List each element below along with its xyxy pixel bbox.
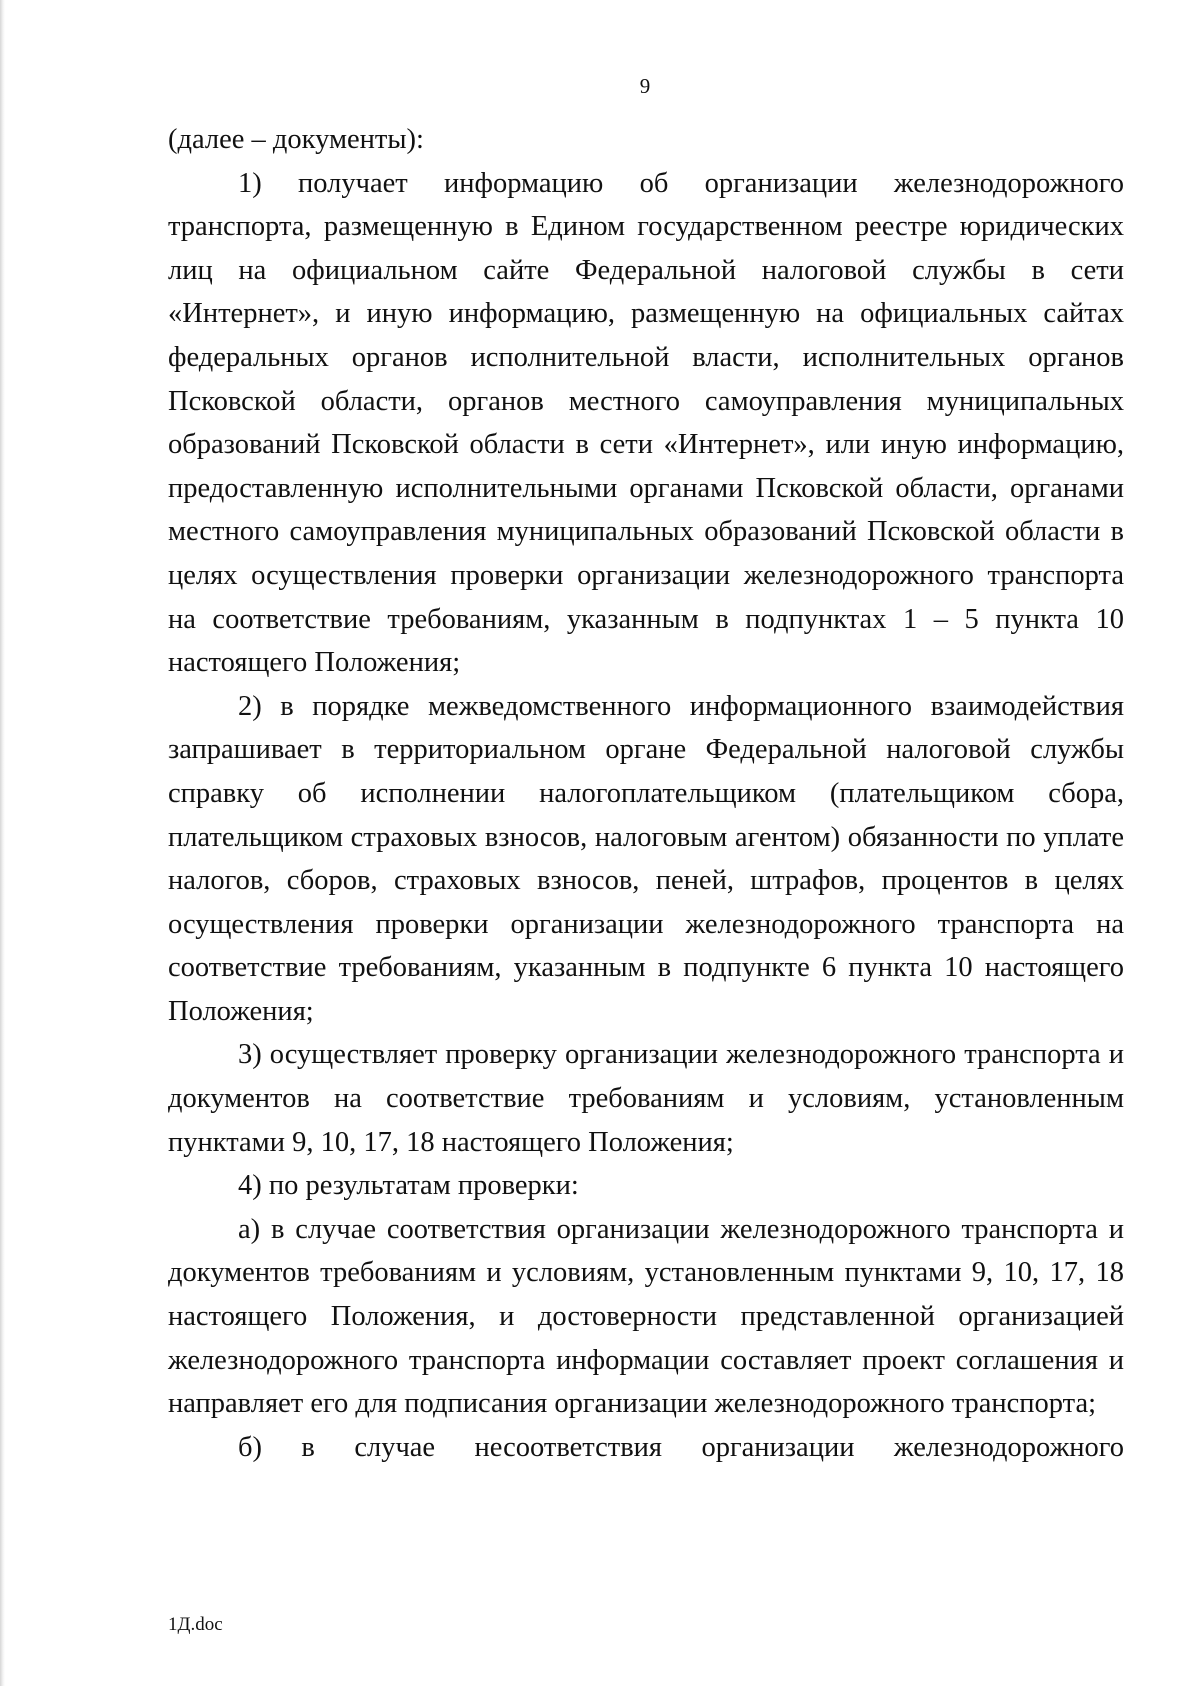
paragraph-item-4: 4) по результатам проверки:	[238, 1170, 579, 1202]
paragraph-subitem-a: а) в случае соответствия организации железнодорожного транспорта и документов требованиям и условиям, установленным пунктами 9, 10, 17, 18 настоящего Положения, и достоверности представленной организацией железнодорожного транспорта информации составляет проект соглашения и направляет его для подписания организации железнодорожного транспорта;	[168, 1213, 1124, 1420]
paragraph-item-1: 1) получает информацию об организации железнодорожного транспорта, размещенную в Едином государственном реестре юридических лиц на официальном сайте Федеральной налоговой службы в сети «Интернет», и иную информацию, размещенную на официальных сайтах федеральных органов исполнительной власти, исполнительных органов Псковской области, органов местного самоуправления муниципальных образований Псковской области в сети «Интернет», или иную информацию, предоставленную исполнительными органами Псковской области, органами местного самоуправления муниципальных образований Псковской области в целях осуществления проверки организации железнодорожного транспорта на соответствие требованиям, указанным в подпунктах 1 – 5 пункта 10 настоящего Положения;	[168, 167, 1124, 679]
scan-edge	[0, 0, 5, 1686]
paragraph-item-3: 3) осуществляет проверку организации железнодорожного транспорта и документов на соответствие требованиям и условиям, установленным пунктами 9, 10, 17, 18 настоящего Положения;	[168, 1039, 1124, 1158]
document-body	[168, 118, 1124, 1469]
footer-filename: 1Д.doc	[168, 1614, 223, 1635]
page-number: 9	[639, 74, 651, 98]
paragraph-continuation: (далее – документы):	[168, 124, 424, 155]
paragraph-item-2: 2) в порядке межведомственного информационного взаимодействия запрашивает в территориальном органе Федеральной налоговой службы справку об исполнении налогоплательщиком (плательщиком сбора, плательщиком страховых взносов, налоговым агентом) обязанности по уплате налогов, сборов, страховых взносов, пеней, штрафов, процентов в целях осуществления проверки организации железнодорожного транспорта на соответствие требованиям, указанным в подпункте 6 пункта 10 настоящего Положения;	[168, 690, 1124, 1027]
paragraph-subitem-b: б) в случае несоответствия организации железнодорожного	[238, 1431, 1124, 1463]
